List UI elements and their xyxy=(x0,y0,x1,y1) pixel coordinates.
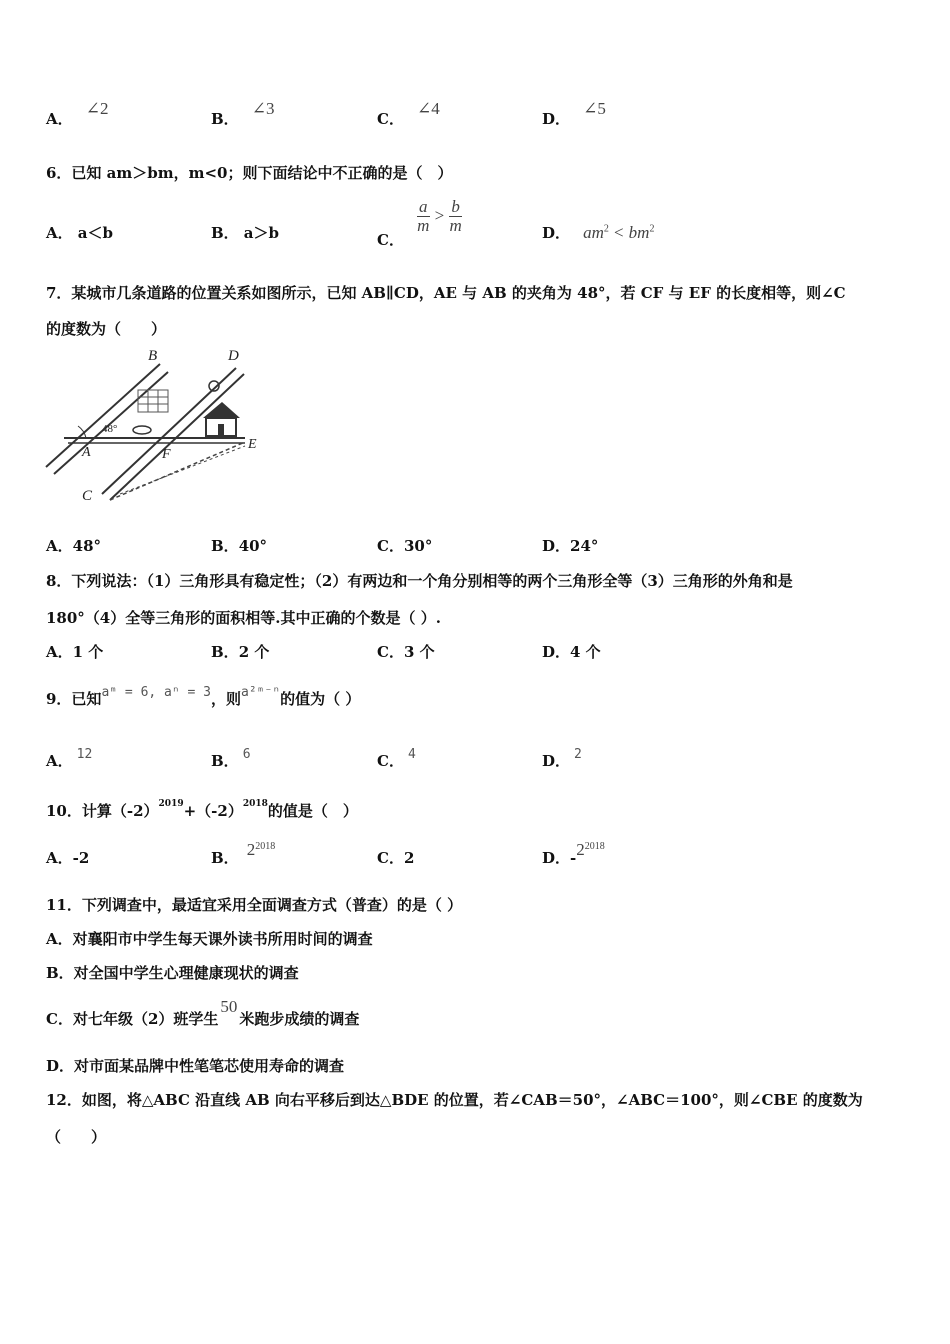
q7-point-d: D xyxy=(228,348,239,364)
q9-option-d-label: D． xyxy=(542,752,571,770)
q10-option-c-value: 2 xyxy=(403,849,415,867)
q6-option-b-label: B． xyxy=(211,224,239,242)
q6-option-d-label: D． xyxy=(542,224,571,242)
q10-sup2: 2018 xyxy=(242,799,268,809)
q8-option-b[interactable] xyxy=(211,641,269,662)
q10-stem-p1: 10．计算（-2） xyxy=(46,802,159,820)
q6-c-den1: m xyxy=(417,216,430,235)
q5-option-b-value: ∠3 xyxy=(251,99,275,118)
q8-stem-line1: 8．下列说法：（1）三角形具有稳定性；（2）有两边和一个角分别相等的两个三角形全等（3）三角形的外角和是 xyxy=(46,572,793,590)
q9-stem xyxy=(46,685,361,709)
q5-option-d-value: ∠5 xyxy=(583,99,606,118)
q6-c-num1: a xyxy=(419,197,428,216)
q6-option-c-label: C． xyxy=(377,231,404,249)
q10-option-d[interactable] xyxy=(542,840,605,868)
q10-option-d-sup: 2018 xyxy=(584,840,605,852)
q10-option-d-label: D． xyxy=(542,849,571,867)
q10-option-b[interactable] xyxy=(211,840,276,868)
q10-option-d-prefix: - xyxy=(570,849,577,867)
q7-road-figure xyxy=(40,342,270,507)
q7-point-a: A xyxy=(82,445,91,460)
q8-option-c-label: C． xyxy=(377,643,404,661)
q7-stem-line2: 的度数为（ ） xyxy=(46,320,167,338)
q10-option-c[interactable] xyxy=(377,847,414,868)
q9-given: aᵐ = 6, aⁿ = 3 xyxy=(101,685,212,700)
q10-option-a[interactable] xyxy=(46,847,89,868)
q10-option-c-label: C． xyxy=(377,849,404,867)
q7-option-d-value: 24° xyxy=(570,537,599,555)
q6-option-c-frac1 xyxy=(417,198,430,235)
q7-stem-line1: 7．某城市几条道路的位置关系如图所示，已知 AB∥CD，AE 与 AB 的夹角为 48°，若 CF 与 EF 的长度相等，则∠C xyxy=(46,284,846,302)
q6-c-op: > xyxy=(434,206,445,225)
q5-option-a-label: A． xyxy=(46,110,73,128)
q6-option-a-value: a＜b xyxy=(77,224,113,242)
q6-option-b-value: a＞b xyxy=(243,224,279,242)
q7-option-b-label: B． xyxy=(211,537,239,555)
q7-option-b[interactable] xyxy=(211,535,267,556)
q8-option-a-value: 1 个 xyxy=(72,643,104,661)
q5-option-c-value: ∠4 xyxy=(417,99,440,118)
q10-option-a-value: -2 xyxy=(72,849,90,867)
q6-option-c-frac2 xyxy=(449,198,462,235)
q8-option-c[interactable] xyxy=(377,641,435,662)
q9-option-c-value: 4 xyxy=(407,747,416,762)
q6-option-a-label: A． xyxy=(46,224,73,242)
q5-option-c[interactable] xyxy=(377,99,440,129)
q9-option-c[interactable] xyxy=(377,747,416,771)
q11-option-a[interactable]: A．对襄阳市中学生每天课外读书所用时间的调查 xyxy=(46,930,373,948)
q6-d-term1: am xyxy=(583,223,604,242)
q6-stem: 6．已知 am＞bm，m<0；则下面结论中不正确的是（ ） xyxy=(46,164,453,182)
q6-c-num2: b xyxy=(451,197,460,216)
q10-option-d-base: 2 xyxy=(576,840,585,859)
q8-option-c-value: 3 个 xyxy=(403,643,435,661)
q9-option-a-value: 12 xyxy=(76,747,93,762)
q10-stem-p2: +（-2） xyxy=(183,802,243,820)
q8-option-d[interactable] xyxy=(542,641,601,662)
q8-option-b-label: B． xyxy=(211,643,239,661)
q9-option-b-value: 6 xyxy=(242,747,251,762)
q7-option-d-label: D． xyxy=(542,537,571,555)
q5-option-a-value: ∠2 xyxy=(85,99,109,118)
q5-option-d[interactable] xyxy=(542,99,606,129)
q10-option-b-base: 2 xyxy=(246,840,256,859)
q6-d-term2: bm xyxy=(628,223,650,242)
q9-option-a[interactable] xyxy=(46,747,93,771)
q6-option-c[interactable] xyxy=(377,197,462,249)
q5-option-c-label: C． xyxy=(377,110,404,128)
q9-stem-prefix: 9．已知 xyxy=(46,690,102,708)
q9-stem-suffix: 的值为（ ） xyxy=(280,690,361,708)
q8-option-d-value: 4 个 xyxy=(570,643,601,661)
q8-option-a-label: A． xyxy=(46,643,73,661)
q7-option-d[interactable] xyxy=(542,535,598,556)
q6-d-sup1: 2 xyxy=(603,223,609,235)
q10-sup1: 2019 xyxy=(158,799,184,809)
q9-option-d[interactable] xyxy=(542,747,582,771)
q5-option-d-label: D． xyxy=(542,110,571,128)
q12-stem-line2: （ ） xyxy=(46,1128,107,1146)
q7-option-a-value: 48° xyxy=(72,537,102,555)
q10-stem xyxy=(46,800,358,821)
q12-stem-line1: 12．如图，将△ABC 沿直线 AB 向右平移后到达△BDE 的位置，若∠CAB＝50°，∠ABC＝100°，则∠CBE 的度数为 xyxy=(46,1091,863,1109)
q7-option-c[interactable] xyxy=(377,535,432,556)
q7-angle-label: 48° xyxy=(102,423,118,435)
q11-option-b[interactable]: B．对全国中学生心理健康现状的调查 xyxy=(46,964,299,982)
q11-option-d[interactable]: D．对市面某品牌中性笔笔芯使用寿命的调查 xyxy=(46,1057,345,1075)
q11-stem: 11．下列调查中，最适宜采用全面调查方式（普查）的是（ ） xyxy=(46,896,463,914)
q6-c-den2: m xyxy=(449,216,462,235)
q8-stem-line2: 180°（4）全等三角形的面积相等.其中正确的个数是（ ）. xyxy=(46,609,441,627)
q9-option-b[interactable] xyxy=(211,747,251,771)
q7-option-b-value: 40° xyxy=(238,537,268,555)
q10-option-a-label: A． xyxy=(46,849,73,867)
q6-option-b[interactable] xyxy=(211,222,279,243)
q7-option-a[interactable] xyxy=(46,535,101,556)
q9-option-c-label: C． xyxy=(377,752,404,770)
q7-option-c-value: 30° xyxy=(403,537,433,555)
q9-option-a-label: A． xyxy=(46,752,73,770)
q6-option-d[interactable] xyxy=(542,222,654,243)
q5-option-a[interactable] xyxy=(46,99,109,129)
q5-option-b[interactable] xyxy=(211,99,275,129)
q11-option-c-suffix: 米跑步成绩的调查 xyxy=(239,1010,360,1028)
q7-point-c: C xyxy=(82,488,93,504)
q8-option-d-label: D． xyxy=(542,643,571,661)
q8-option-b-value: 2 个 xyxy=(238,643,270,661)
q7-point-f: F xyxy=(162,447,171,462)
q10-option-b-sup: 2018 xyxy=(255,840,276,852)
q7-option-a-label: A． xyxy=(46,537,73,555)
q6-d-sup2: 2 xyxy=(649,223,655,235)
q10-option-b-label: B． xyxy=(211,849,239,867)
q9-stem-mid: ，则 xyxy=(211,690,242,708)
q7-point-b: B xyxy=(148,348,158,364)
q9-expr: a²ᵐ⁻ⁿ xyxy=(241,685,281,700)
q11-option-c-prefix: C．对七年级（2）班学生 xyxy=(46,1010,219,1028)
q7-option-c-label: C． xyxy=(377,537,404,555)
q6-d-op: < xyxy=(613,223,624,242)
q9-option-b-label: B． xyxy=(211,752,239,770)
q11-option-c[interactable] xyxy=(46,997,360,1029)
q10-stem-p3: 的值是（ ） xyxy=(267,802,358,820)
q7-point-e: E xyxy=(248,437,257,452)
q8-option-a[interactable] xyxy=(46,641,103,662)
q5-option-b-label: B． xyxy=(211,110,239,128)
q6-option-a[interactable] xyxy=(46,222,113,243)
q11-option-c-num: 50 xyxy=(220,997,238,1016)
q9-option-d-value: 2 xyxy=(574,747,582,762)
